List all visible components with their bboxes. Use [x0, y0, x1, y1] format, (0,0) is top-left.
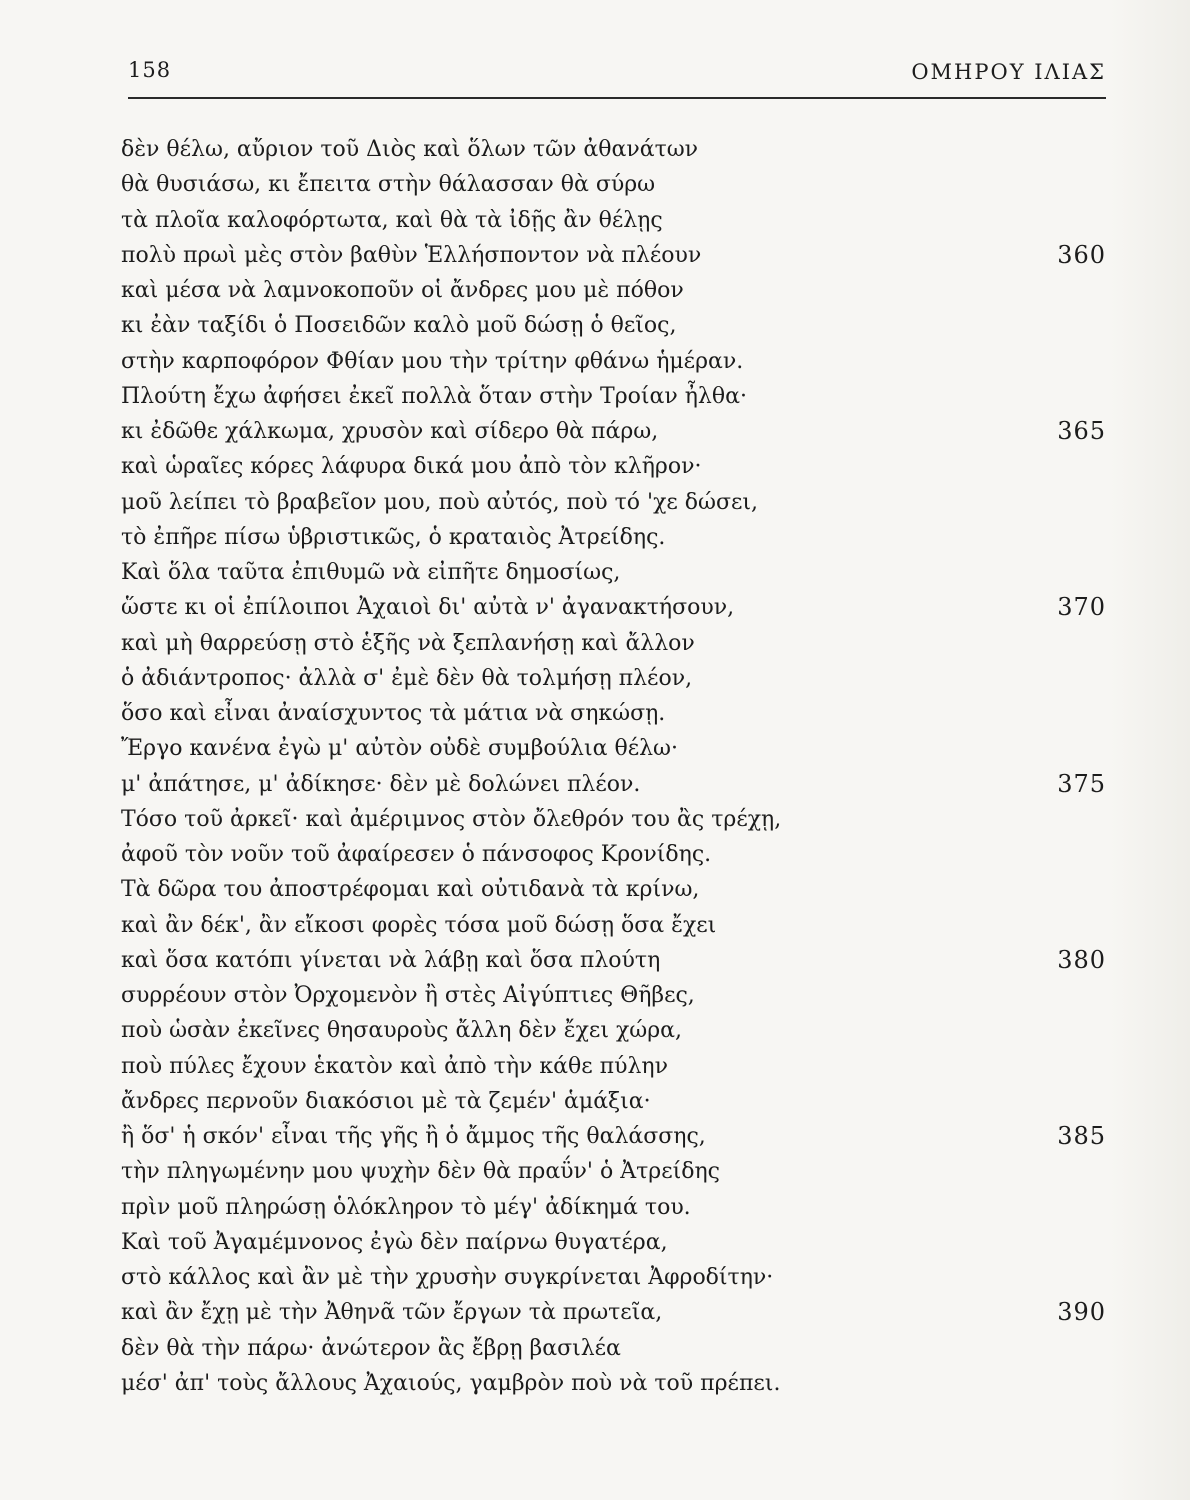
verse-line — [121, 1366, 1106, 1401]
verse-line — [121, 626, 1106, 661]
verse-line — [121, 1190, 1106, 1225]
verse-line — [121, 1225, 1106, 1260]
verse-text: τὰ πλοῖα καλοφόρτωτα, καὶ θὰ τὰ ἰδῇς ἂν θέλῃς — [121, 207, 663, 233]
verse-line — [121, 1013, 1106, 1048]
verse-text: ὁ ἀδιάντροπος· ἀλλὰ σ' ἐμὲ δὲν θὰ τολμήσῃ πλέον, — [121, 665, 693, 691]
verse-text: τὸ ἐπῆρε πίσω ὑβριστικῶς, ὁ κραταιὸς Ἀτρείδης. — [121, 524, 666, 550]
verse-line — [121, 308, 1106, 343]
verse-line — [121, 1119, 1106, 1154]
verse-line — [121, 872, 1106, 907]
verse-line — [121, 661, 1106, 696]
running-head: ΟΜΗΡΟΥ ΙΛΙΑΣ — [911, 60, 1106, 84]
verse-line — [121, 837, 1106, 872]
line-number: 390 — [1057, 1298, 1106, 1327]
verse-text: Καὶ τοῦ Ἀγαμέμνονος ἐγὼ δὲν παίρνω θυγατέρα, — [121, 1229, 668, 1255]
verse-line — [121, 731, 1106, 766]
verse-line — [121, 1260, 1106, 1295]
verse-list — [121, 132, 1106, 1401]
page-number: 158 — [128, 58, 172, 82]
verse-line — [121, 132, 1106, 167]
verse-text: καὶ μέσα νὰ λαμνοκοποῦν οἱ ἄνδρες μου μὲ πόθον — [121, 278, 684, 303]
verse-line — [121, 590, 1106, 625]
verse-line — [121, 1154, 1106, 1189]
verse-line — [121, 943, 1106, 978]
verse-text: μέσ' ἀπ' τοὺς ἄλλους Ἀχαιούς, γαμβρὸν ποὺ νὰ τοῦ πρέπει. — [121, 1370, 781, 1396]
verse-text: ποὺ πύλες ἔχουν ἑκατὸν καὶ ἀπὸ τὴν κάθε πύλην — [121, 1053, 668, 1079]
verse-text: Τὰ δῶρα του ἀποστρέφομαι καὶ οὐτιδανὰ τὰ κρίνω, — [121, 877, 700, 903]
verse-text: μ' ἀπάτησε, μ' ἀδίκησε· δὲν μὲ δολώνει πλέον. — [121, 771, 641, 797]
verse-text: κι ἐὰν ταξίδι ὁ Ποσειδῶν καλὸ μοῦ δώσῃ ὁ θεῖος, — [121, 313, 677, 339]
verse-text: ἢ ὅσ' ἡ σκόν' εἶναι τῆς γῆς ἢ ὁ ἄμμος τῆς θαλάσσης, — [121, 1124, 706, 1149]
verse-line — [121, 238, 1106, 273]
verse-text: στὴν καρποφόρον Φθίαν μου τὴν τρίτην φθάνω ἡμέραν. — [121, 348, 744, 374]
verse-line — [121, 167, 1106, 202]
verse-text: καὶ ὅσα κατόπι γίνεται νὰ λάβῃ καὶ ὅσα πλούτη — [121, 947, 661, 973]
verse-text: ἀφοῦ τὸν νοῦν τοῦ ἀφαίρεσεν ὁ πάνσοφος Κρονίδης. — [121, 842, 712, 867]
verse-text: τὴν πληγωμένην μου ψυχὴν δὲν θὰ πραΰν' ὁ Ἀτρείδης — [121, 1159, 720, 1185]
verse-text: ποὺ ὡσὰν ἐκεῖνες θησαυροὺς ἄλλη δὲν ἔχει χώρα, — [121, 1018, 682, 1044]
verse-line — [121, 802, 1106, 837]
line-number: 375 — [1057, 769, 1106, 798]
header-rule — [128, 97, 1106, 99]
verse-line — [121, 414, 1106, 449]
verse-line — [121, 203, 1106, 238]
line-number: 360 — [1057, 240, 1106, 269]
verse-text: καὶ ἂν ἔχῃ μὲ τὴν Ἀθηνᾶ τῶν ἔργων τὰ πρωτεῖα, — [121, 1300, 663, 1326]
verse-text: Καὶ ὅλα ταῦτα ἐπιθυμῶ νὰ εἰπῆτε δημοσίως, — [121, 560, 621, 585]
verse-text: Τόσο τοῦ ἀρκεῖ· καὶ ἀμέριμνος στὸν ὄλεθρόν του ἂς τρέχῃ, — [121, 806, 782, 832]
verse-line — [121, 1331, 1106, 1366]
verse-text: δὲν θὰ τὴν πάρω· ἀνώτερον ἂς ἔβρῃ βασιλέα — [121, 1335, 621, 1361]
line-number: 365 — [1057, 417, 1106, 445]
verse-line — [121, 344, 1106, 379]
verse-text: μοῦ λείπει τὸ βραβεῖον μου, ποὺ αὐτός, ποὺ τό 'χε δώσει, — [121, 489, 759, 515]
verse-text: πρὶν μοῦ πληρώσῃ ὁλόκληρον τὸ μέγ' ἀδίκημά του. — [121, 1194, 691, 1220]
verse-text: θὰ θυσιάσω, κι ἔπειτα στὴν θάλασσαν θὰ σύρω — [121, 172, 656, 198]
verse-line — [121, 520, 1106, 555]
verse-text: καὶ ὡραῖες κόρες λάφυρα δικά μου ἀπὸ τὸν κλῆρον· — [121, 454, 702, 480]
verse-text: ὥστε κι οἱ ἐπίλοιποι Ἀχαιοὶ δι' αὐτὰ ν' ἀγανακτήσουν, — [121, 595, 735, 621]
verse-line — [121, 696, 1106, 731]
verse-text: δὲν θέλω, αὔριον τοῦ Διὸς καὶ ὅλων τῶν ἀθανάτων — [121, 137, 699, 162]
verse-text: ἄνδρες περνοῦν διακόσιοι μὲ τὰ ζεμέν' ἁμάξια· — [121, 1088, 651, 1114]
verse-line — [121, 379, 1106, 414]
facing-page-edge — [1110, 0, 1190, 1500]
line-number: 385 — [1057, 1122, 1106, 1150]
verse-line — [121, 908, 1106, 943]
verse-text: καὶ ἂν δέκ', ἂν εἴκοσι φορὲς τόσα μοῦ δώσῃ ὅσα ἔχει — [121, 912, 717, 938]
verse-text: Πλούτη ἔχω ἀφήσει ἐκεῖ πολλὰ ὅταν στὴν Τροίαν ἦλθα· — [121, 383, 747, 409]
verse-text: συρρέουν στὸν Ὀρχομενὸν ἢ στὲς Αἰγύπτιες Θῆβες, — [121, 983, 695, 1008]
verse-line — [121, 485, 1106, 520]
verse-line — [121, 767, 1106, 802]
verse-line — [121, 555, 1106, 590]
verse-line — [121, 1084, 1106, 1119]
verse-text: πολὺ πρωὶ μὲς στὸν βαθὺν Ἑλλήσποντον νὰ πλέουν — [121, 242, 702, 268]
verse-text: καὶ μὴ θαρρεύσῃ στὸ ἑξῆς νὰ ξεπλανήσῃ καὶ ἄλλον — [121, 630, 695, 656]
line-number: 370 — [1057, 593, 1106, 622]
verse-text: κι ἐδῶθε χάλκωμα, χρυσὸν καὶ σίδερο θὰ πάρω, — [121, 419, 659, 444]
verse-line — [121, 1295, 1106, 1330]
line-number: 380 — [1057, 945, 1106, 974]
verse-line — [121, 273, 1106, 308]
verse-line — [121, 978, 1106, 1013]
verse-text: ὅσο καὶ εἶναι ἀναίσχυντος τὰ μάτια νὰ σηκώσῃ. — [121, 701, 666, 726]
verse-text: στὸ κάλλος καὶ ἂν μὲ τὴν χρυσὴν συγκρίνεται Ἀφροδίτην· — [121, 1265, 774, 1290]
verse-line — [121, 449, 1106, 484]
verse-text: Ἔργο κανένα ἐγὼ μ' αὐτὸν οὐδὲ συμβούλια θέλω· — [121, 736, 678, 762]
verse-line — [121, 1049, 1106, 1084]
